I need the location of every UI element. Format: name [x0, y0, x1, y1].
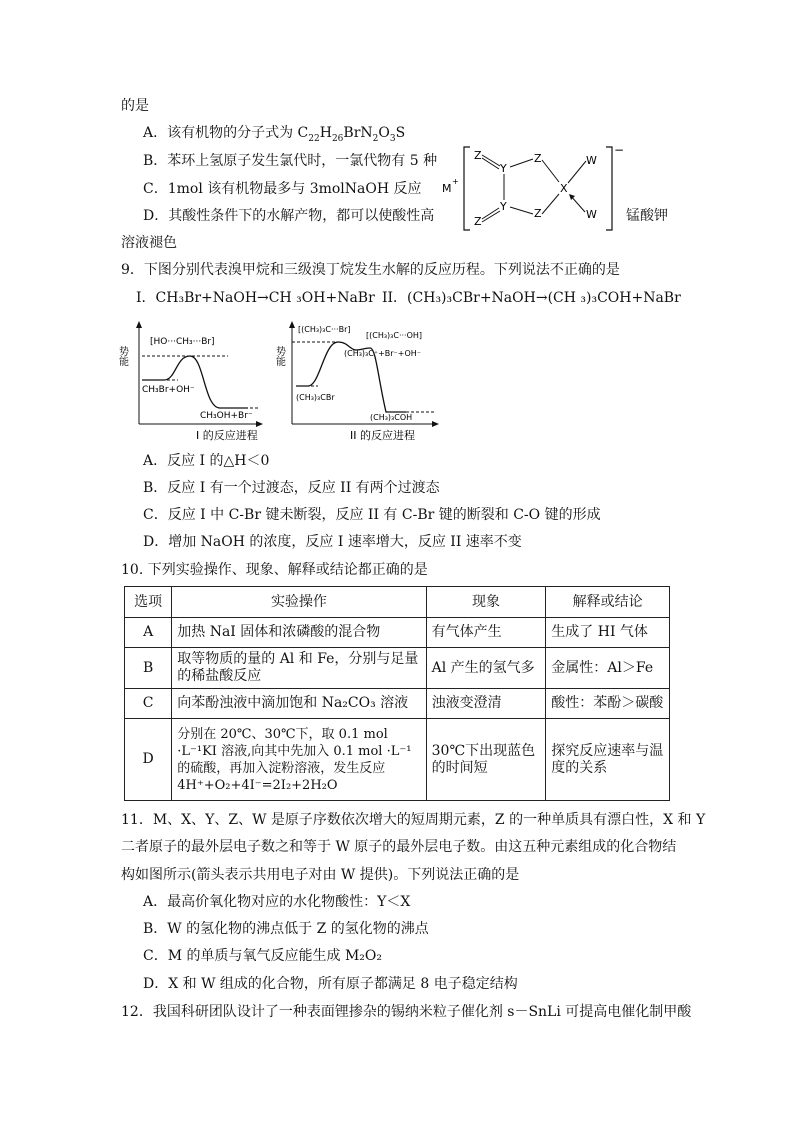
cell: 探究反应速率与温度的关系 [546, 719, 670, 801]
cell: 向苯酚浊液中滴加饱和 Na₂CO₃ 溶液 [172, 689, 426, 719]
q10-stem: 10. 下列实验操作、现象、解释或结论都正确的是 [121, 562, 428, 578]
left-bracket [464, 147, 470, 230]
x-axis-arrow-icon [432, 421, 439, 427]
q11-option-d: D．X 和 W 组成的化合物，所有原子都满足 8 电子稳定结构 [143, 976, 518, 992]
bond [542, 194, 559, 214]
q11-stem-line3: 构如图所示(箭头表示共用电子对由 W 提供)。下列说法正确的是 [121, 867, 520, 883]
transition-state-label: [HO···CH₃···Br] [150, 337, 215, 347]
struct-y1: Y [500, 162, 507, 175]
q8-option-d-line1: D．其酸性条件下的水解产物，都可以使酸性高 [143, 208, 435, 224]
cell: Al 产生的氢气多 [426, 648, 546, 689]
y-axis-label: 势能 [273, 346, 285, 366]
q8-option-d-line2: 溶液褪色 [121, 235, 177, 251]
q11-option-b: B．W 的氢化物的沸点低于 Z 的氢化物的沸点 [143, 921, 429, 937]
x-axis-label: I 的反应进程 [196, 429, 258, 442]
struct-charge: − [614, 143, 625, 157]
struct-y2: Y [500, 200, 507, 213]
table-row [125, 689, 670, 719]
q9-option-d: D．增加 NaOH 的浓度，反应 I 速率增大，反应 II 速率不变 [143, 534, 522, 550]
q8-option-a: A．该有机物的分子式为 $C_{22}H_{26}BrN_2O_3S$ [143, 125, 406, 144]
cell: 浊液变澄清 [426, 689, 546, 719]
table-row [125, 648, 670, 689]
transition-state-1-label: [(CH₃)₃C···Br] [298, 325, 351, 334]
q9-option-c: C．反应 I 中 C-Br 键未断裂，反应 II 有 C-Br 键的断裂和 C-O 键的形成 [143, 507, 601, 523]
table-row [125, 618, 670, 648]
q9-equation-1: I．CH₃Br+NaOH→CH ₃OH+NaBr [136, 290, 375, 306]
product-label: (CH₃)₃COH [370, 413, 413, 422]
cell: 30℃下出现蓝色的时间短 [426, 719, 546, 801]
struct-w1: W [586, 154, 597, 167]
struct-z3: Z [474, 215, 482, 228]
cell: 金属性：Al＞Fe [546, 648, 670, 689]
cell: 取等物质的量的 Al 和 Fe，分别与足量的稀盐酸反应 [172, 648, 426, 689]
struct-x: X [560, 182, 568, 195]
q8-option-b: B．苯环上氢原子发生氯代时，一氯代物有 5 种 [143, 153, 438, 169]
bond [542, 160, 559, 182]
y-axis-arrow-icon [289, 321, 295, 328]
compound-structure-figure [438, 142, 678, 234]
cell: B [125, 648, 172, 689]
header-operation: 实验操作 [172, 587, 426, 618]
q8-option-c: C．1mol 该有机物最多与 3molNaOH 反应 [143, 181, 422, 197]
struct-z2: Z [534, 152, 542, 165]
bond [510, 159, 533, 167]
transition-state-2-label: [(CH₃)₃C···OH] [366, 331, 423, 340]
reaction-profile-figure-2 [273, 318, 440, 444]
struct-z1: Z [474, 149, 482, 162]
bond [568, 161, 586, 183]
q11-option-c: C．M 的单质与氧气反应能生成 M₂O₂ [143, 948, 382, 964]
q9-stem: 9．下图分别代表溴甲烷和三级溴丁烷发生水解的反应历程。下列说法不正确的是 [121, 262, 620, 278]
cell: 酸性：苯酚＞碳酸 [546, 689, 670, 719]
struct-z4: Z [534, 207, 542, 220]
q8-tail: 的是 [121, 98, 149, 114]
q12-stem-line1: 12．我国科研团队设计了一种表面锂掺杂的锡纳米粒子催化剂 s－SnLi 可提高电催化制甲酸 [121, 1004, 692, 1020]
cell: D [125, 719, 172, 801]
header-option: 选项 [125, 587, 172, 618]
cell: A [125, 618, 172, 648]
reactant-label: (CH₃)₃CBr [296, 393, 335, 402]
y-axis-label: 势能 [116, 346, 128, 366]
cell: C [125, 689, 172, 719]
energy-curve [142, 356, 248, 408]
q11-stem-line1: 11．M、X、Y、Z、W 是原子序数依次增大的短周期元素，Z 的一种单质具有漂白性，X 和 Y [121, 812, 706, 828]
reaction-profile-figure-1 [116, 318, 266, 444]
y-axis-arrow-icon [136, 321, 142, 328]
cell: 加热 NaI 固体和浓磷酸的混合物 [172, 618, 426, 648]
table-header-row [125, 587, 670, 618]
struct-w2: W [586, 208, 597, 221]
q11-stem-line2: 二者原子的最外层电子数之和等于 W 原子的最外层电子数。由这五种元素组成的化合物结 [121, 839, 677, 855]
struct-m-plus: + [452, 177, 459, 186]
right-bracket [606, 147, 612, 230]
table-row [125, 719, 670, 801]
product-label: CH₃OH+Br⁻ [200, 411, 253, 421]
q9-equation-2: II．(CH₃)₃CBr+NaOH→(CH ₃)₃COH+NaBr [382, 290, 681, 306]
cell: 有气体产生 [426, 618, 546, 648]
q9-option-a: A．反应 I 的△H＜0 [143, 453, 270, 469]
cell: 生成了 HI 气体 [546, 618, 670, 648]
q11-option-a: A．最高价氧化物对应的水化物酸性：Y＜X [143, 894, 411, 910]
intermediate-label: (CH₃)₃C⁺+Br⁻+OH⁻ [344, 349, 422, 358]
q8-side-label: 锰酸钾 [626, 208, 668, 224]
bond [510, 207, 533, 214]
x-axis-label: II 的反应进程 [350, 429, 415, 442]
header-conclusion: 解释或结论 [546, 587, 670, 618]
header-phenomenon: 现象 [426, 587, 546, 618]
experiment-table [124, 586, 670, 801]
reactant-label: CH₃Br+OH⁻ [142, 385, 195, 395]
q9-option-b: B．反应 I 有一个过渡态，反应 II 有两个过渡态 [143, 480, 440, 496]
cell: 分别在 20℃、30℃下，取 0.1 mol ·L⁻¹KI 溶液,向其中先加入 0.1 mol ·L⁻¹的硫酸，再加入淀粉溶液，发生反应 4H⁺+O₂+4I⁻=2I₂+2H₂O [172, 719, 426, 801]
x-axis-arrow-icon [256, 421, 263, 427]
struct-m: M [442, 182, 452, 195]
